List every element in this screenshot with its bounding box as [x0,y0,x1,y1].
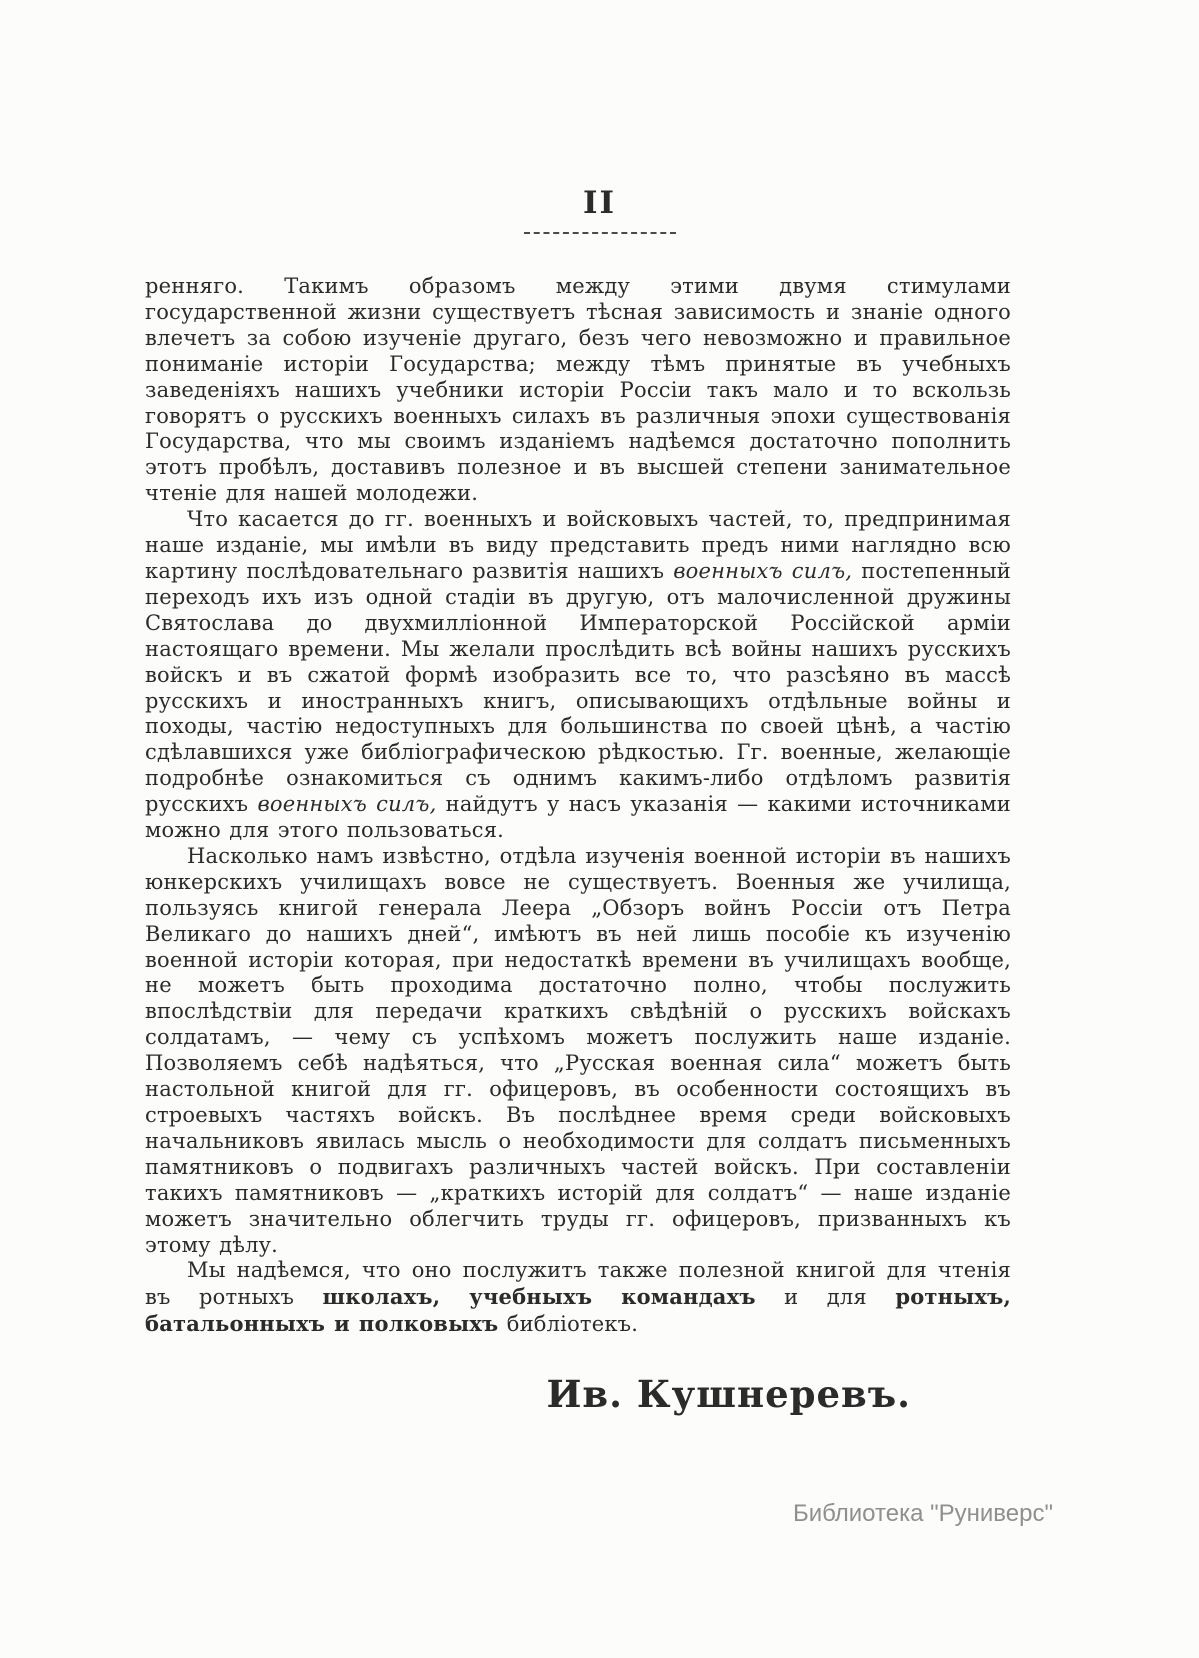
text-run: Мы надѣемся, что оно послужитъ также полезной книгой для чтенія въ ротныхъ [145,1258,1011,1310]
paragraph [145,844,1011,1259]
page-number: II [582,185,616,221]
text-run: Насколько намъ извѣстно, отдѣла изученія военной исторіи въ нашихъ юнкерскихъ училищахъ вовсе не существуетъ. Военныя же училища, пользуясь книгой генерала Леера „Обзоръ войнъ Россіи отъ Петра Великаго до нашихъ дней“, имѣютъ въ ней лишь пособіе къ изученію военной исторіи которая, при недостаткѣ времени въ училищахъ вообще, не можетъ быть проходима достаточно полно, чтобы послужить впослѣдствіи для передачи краткихъ свѣдѣній о русскихъ войскахъ солдатамъ, — чему съ успѣхомъ можетъ послужить наше изданіе. Позволяемъ себѣ надѣяться, что „Русская военная сила“ можетъ быть настольной книгой для гг. офицеровъ, въ особенности состоящихъ въ строевыхъ частяхъ войскъ. Въ послѣднее время среди войсковыхъ начальниковъ явилась мысль о необходимости для солдатъ письменныхъ памятниковъ о подвигахъ различныхъ частей войскъ. При составленіи такихъ памятниковъ — „краткихъ исторій для солдатъ“ — наше изданіе можетъ значительно облегчить труды гг. офицеровъ, призванныхъ къ этому дѣлу. [145,843,1011,1257]
text-run: библіотекъ. [498,1312,639,1337]
text-run: Что касается до гг. военныхъ и войсковыхъ частей, то, предпринимая наше изданіе, мы имѣли въ виду представить предъ ними наглядно всю картину послѣдовательнаго развитія нашихъ [145,507,1011,583]
text-run: найдутъ у насъ указанія — какими источниками можно для этого пользоваться. [145,792,1011,843]
paragraph [145,507,1011,844]
text-run: ренняго. Такимъ образомъ между этими двумя стимулами государственной жизни существуетъ тѣсная зависимость и знаніе одного влечетъ за собою изученіе другаго, безъ чего невозможно и правильное пониманіе исторіи Государства; между тѣмъ принятые въ учебныхъ заведеніяхъ нашихъ учебники исторіи Россіи такъ мало и то вскользь говорятъ о русскихъ военныхъ силахъ въ различныя эпохи существованія Государства, что мы своимъ изданіемъ надѣемся достаточно пополнить этотъ пробѣлъ, доставивъ полезное и въ высшей степени занимательное чтеніе для нашей молодежи. [145,274,1011,506]
paragraph [145,274,1011,507]
text-run: военныхъ силъ, [673,558,853,583]
library-watermark: Библиотека "Руниверс" [792,1500,1053,1527]
author-signature: Ив. Кушнеревъ. [546,1372,911,1417]
text-run: ротныхъ, батальонныхъ и полковыхъ [145,1284,1011,1337]
text-run: школахъ, учебныхъ командахъ [322,1284,756,1310]
decorative-rule [524,232,676,234]
text-run: постепенный переходъ ихъ изъ одной стадіи въ другую, отъ малочисленной дружины Святослава до двухмилліонной Императорской Россійской арміи настоящаго времени. Мы желали прослѣдить всѣ войны нашихъ русскихъ войскъ и въ сжатой формѣ изобразить все то, что разсѣяно въ массѣ русскихъ и иностранныхъ книгъ, описывающихъ отдѣльные войны и походы, частію недоступныхъ для большинства по своей цѣнѣ, а частію сдѣлавшихся уже библіографическою рѣдкостью. Гг. военные, желающіе подробнѣе ознакомиться съ однимъ какимъ-либо отдѣломъ развитія русскихъ [145,558,1011,817]
text-run: военныхъ силъ, [257,792,437,817]
body-text [145,274,1011,1338]
paragraph [145,1258,1011,1338]
text-run: и для [755,1285,896,1310]
